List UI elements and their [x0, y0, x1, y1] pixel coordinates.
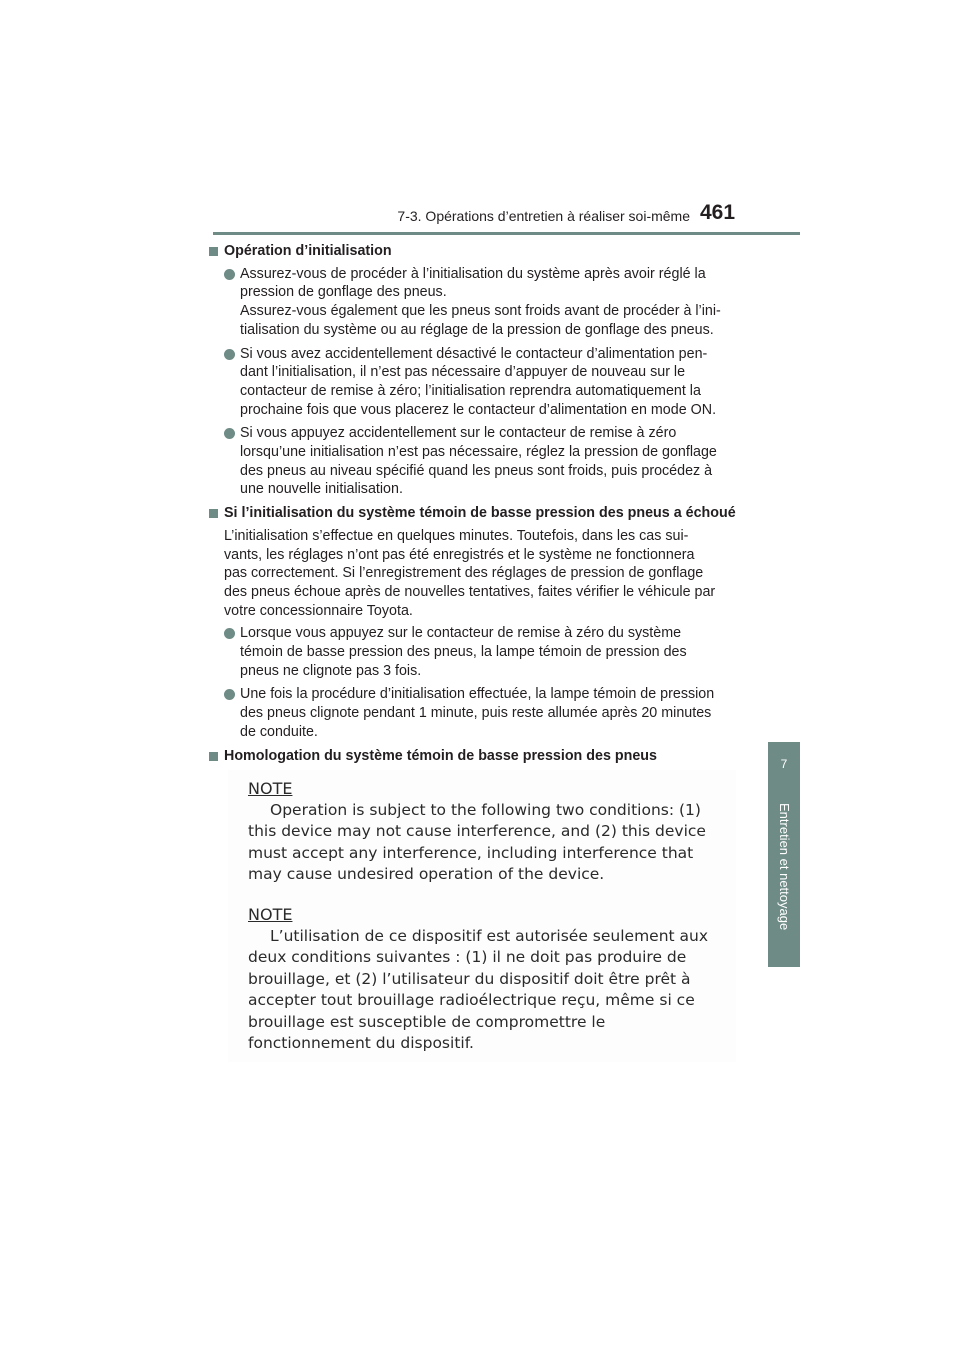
note-english: NOTE Operation is subject to the following two conditions: (1) this device may not cause interference, and (2) this device must accept any interference, including interference that may cause undesired operation of the device.: [248, 779, 706, 883]
square-bullet-icon: [209, 247, 218, 256]
main-content: [208, 242, 753, 769]
circle-bullet-icon: [224, 428, 235, 439]
section-heading-homologation: Homologation du système témoin de basse pression des pneus: [208, 747, 753, 766]
square-bullet-icon: [209, 752, 218, 761]
note-french: NOTE L’utilisation de ce dispositif est autorisée seulement aux deux conditions suivantes : (1) il ne doit pas produire de brouillage, et (2) l’utilisateur du dispositif doit être prêt à accepter tout brouillage radioélectrique reçu, même si ce brouillage est susceptible de compromettre le fonctionnement du dispositif.: [248, 905, 709, 1052]
page-number: 461: [700, 201, 736, 224]
section-header: 7-3. Opérations d’entretien à réaliser soi-même: [397, 208, 690, 224]
section-heading-initialisation: Opération d’initialisation: [208, 242, 753, 261]
section-heading-failure: Si l’initialisation du système témoin de basse pression des pneus a échoué: [208, 504, 753, 523]
note-title: NOTE: [248, 905, 293, 924]
list-item: Assurez-vous de procéder à l’initialisation du système après avoir réglé la pression de gonflage des pneus. Assurez-vous également que les pneus sont froids avant de procéder à l’ini- tialisation du système ou au réglage de la pression de gonflage des pneus.: [208, 265, 753, 340]
list-item: Une fois la procédure d’initialisation effectuée, la lampe témoin de pression des pneus clignote pendant 1 minute, puis reste allumée après 20 minutes de conduite.: [208, 685, 753, 741]
circle-bullet-icon: [224, 269, 235, 280]
square-bullet-icon: [209, 509, 218, 518]
chapter-label: Entretien et nettoyage: [777, 803, 792, 931]
chapter-side-tab: [768, 742, 800, 967]
chapter-number: 7: [780, 757, 788, 771]
circle-bullet-icon: [224, 349, 235, 360]
list-item: Si vous avez accidentellement désactivé le contacteur d’alimentation pen- dant l’initialisation, il n’est pas nécessaire d’appuyer de nouveau sur le contacteur de remise à zéro; l’initialisation reprendra automatiquement la prochaine fois que vous placerez le contacteur d’alimentation en mode ON.: [208, 345, 753, 420]
circle-bullet-icon: [224, 689, 235, 700]
circle-bullet-icon: [224, 628, 235, 639]
homologation-note-image: [228, 770, 736, 1062]
header-rule: [213, 232, 800, 235]
paragraph: L’initialisation s’effectue en quelques minutes. Toutefois, dans les cas sui- vants, les réglages n’ont pas été enregistrés et le système ne fonctionnera pas correctement. Si l’enregistrement des réglages de pression de gonflage des pneus échoue après de nouvelles tentatives, faites vérifier le véhicule par votre concessionnaire Toyota.: [224, 527, 716, 619]
list-item: Si vous appuyez accidentellement sur le contacteur de remise à zéro lorsqu’une initialisation n’est pas nécessaire, réglez la pression de gonflage des pneus au niveau spécifié quand les pneus sont froids, puis procédez à une nouvelle initialisation.: [208, 424, 753, 499]
list-item: Lorsque vous appuyez sur le contacteur de remise à zéro du système témoin de basse pression des pneus, la lampe témoin de pression des pneus ne clignote pas 3 fois.: [208, 624, 753, 680]
note-title: NOTE: [248, 779, 293, 798]
